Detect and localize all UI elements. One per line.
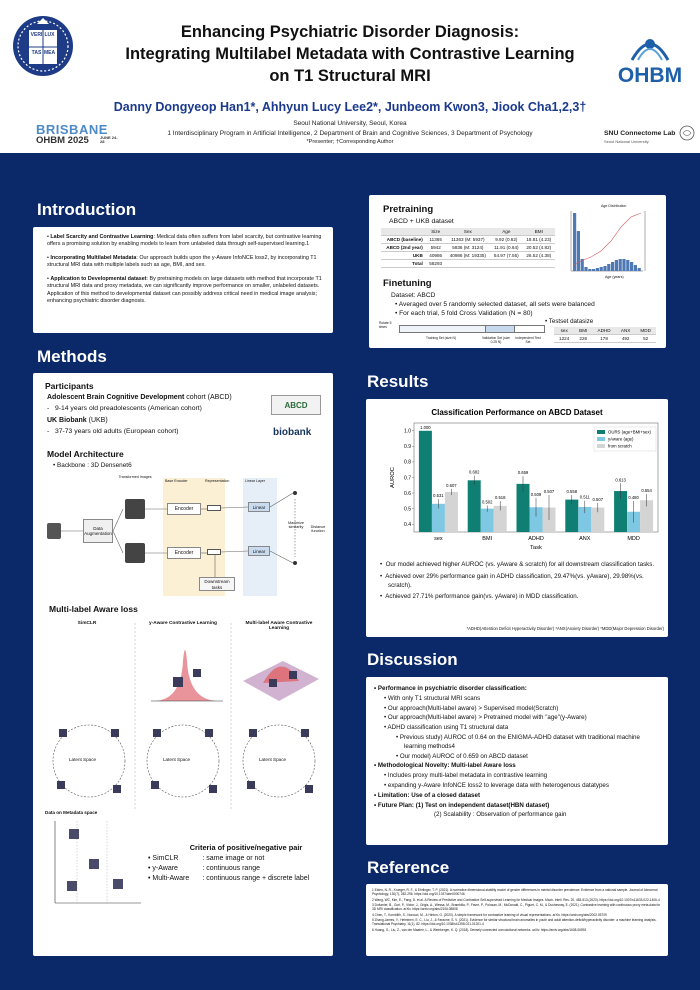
pt-cell: 11.91 (0.64) xyxy=(490,244,522,252)
pretraining-panel xyxy=(369,195,666,348)
intro-head-2: Incorporating Multilabel Metadata xyxy=(50,254,137,261)
architecture-diagram xyxy=(45,473,325,603)
finetuning-bullet-1: • Averaged over 5 randomly selected dataset, all sets were balanced xyxy=(395,301,595,308)
pt-cell: 40986 (M: 19335) xyxy=(446,252,491,260)
finetuning-dataset: Dataset: ABCD xyxy=(391,292,436,299)
discussion-item xyxy=(374,792,662,801)
snu-logo xyxy=(12,10,74,90)
transformed-label: Transformed Images xyxy=(118,475,152,479)
pt-cell: 11365 xyxy=(426,236,446,244)
representation-label: Representation xyxy=(205,479,230,483)
bar xyxy=(481,509,494,532)
loss-diagram xyxy=(43,621,327,811)
ts-header: BMI xyxy=(574,327,592,335)
discussion-item-text: • Future Plan: (1) Test on independent dataset(HBN dataset) xyxy=(374,801,550,809)
loss-panels xyxy=(43,621,327,811)
results-item-3: • Achieved 27.71% performance gain(vs. yAware) in MDD classification. xyxy=(380,593,579,601)
discussion-item xyxy=(374,724,662,733)
split-val-label: Validation Set (size 0.25 N) xyxy=(482,336,510,344)
discussion-item xyxy=(374,695,662,704)
data-label: 0.507 xyxy=(592,496,604,502)
finetuning-title: Finetuning xyxy=(383,278,432,289)
split-bar xyxy=(399,325,545,333)
pt-cell: 26.52 (4.38) xyxy=(523,252,555,260)
reference-item: 3 Dufumier, B., Gori, P., Victor, J., Grigis, A., Wessa, M., Brambilla, P., Favre, P., Polosan, M., McDonald, C., Piguet, C. M., & Duchesnay, E. (2021). Contrastive learning with continuous proxy meta-data for 3D MRI classification. arXiv. https://arxiv.org/abs/2106.08808 xyxy=(372,902,661,912)
results-title: Results xyxy=(367,372,429,391)
hist-bar xyxy=(622,259,625,271)
pt-cell: 5836 (M: 3124) xyxy=(446,244,491,252)
title-line-1: Enhancing Psychiatric Disorder Diagnosis: xyxy=(180,23,520,41)
split-train-label: Training Set (size N) xyxy=(426,336,456,340)
ukb-detail: - 37-73 years old adults (European cohort) xyxy=(47,428,179,435)
hist-bar xyxy=(630,262,633,271)
poster-header xyxy=(0,0,700,153)
legend-label: yAware (age) xyxy=(608,436,634,442)
legend-label: from scratch xyxy=(608,443,632,449)
hist-bar xyxy=(584,267,587,271)
results-footnote: *ADHD(Attention Deficit Hyperactivity Disorder) *ANX(Anxiety Disorder) *MDD(Major Depression Disorder) xyxy=(466,626,664,631)
linear-box-1: Linear xyxy=(248,502,270,512)
discussion-item xyxy=(374,714,662,723)
hist-bar xyxy=(603,266,606,271)
bar xyxy=(445,492,458,532)
arch-title: Model Architecture xyxy=(47,449,124,459)
testset-table xyxy=(554,327,656,343)
testset-label: • Testset datasize xyxy=(545,318,594,325)
intro-head-1: Label Scarcity and Contrastive Learning xyxy=(50,234,154,240)
affiliations: 1 Interdisciplinary Program in Artificial Intelligence, 2 Department of Brain and Cognitive Sciences, 3 Department of Psychology xyxy=(167,130,533,137)
pt-cell: ABCD (2nd year) xyxy=(381,244,426,252)
data-label: 0.511 xyxy=(579,494,590,500)
discussion-item-text: • Includes proxy multi-label metadata in contrastive learning xyxy=(384,772,548,780)
split-train-seg xyxy=(400,326,486,332)
z2-node xyxy=(293,561,297,565)
criteria-3-name: Multi-Aware xyxy=(152,874,190,882)
brain-icon xyxy=(678,124,696,142)
data-label: 0.554 xyxy=(641,488,652,494)
ukb-name: UK Biobank xyxy=(47,417,87,424)
hist-bar xyxy=(596,268,599,271)
discussion-item-text: • Our approach(Multi-label aware) > Pretrained model with "age"(y-Aware) xyxy=(384,714,587,722)
base-encoder-label: Base Encoder xyxy=(165,479,188,483)
table-row xyxy=(381,244,555,252)
data-label: 0.502 xyxy=(481,499,493,505)
ts-cell: 226 xyxy=(574,335,592,343)
latent-label-2: Latent Space xyxy=(163,757,191,762)
pt-cell: Total xyxy=(381,260,426,268)
discussion-item-text: • Limitation: Use of a closed dataset xyxy=(374,791,481,799)
intro-head-3: Application to Developmental dataset xyxy=(50,275,147,282)
latent-label-3: Latent Space xyxy=(259,757,287,762)
ohbm-text: OHBM xyxy=(617,64,683,87)
legend-swatch xyxy=(597,444,605,448)
results-item-1: • Our model achieved higher AUROC (vs. yAware & scratch) for all downstream classification tasks. xyxy=(380,561,655,568)
data-label: 0.509 xyxy=(530,491,542,497)
methods-panel xyxy=(33,373,333,956)
biobank-logo: biobank xyxy=(273,427,312,438)
legend-label: OURS (age+BMI+sex) xyxy=(608,429,651,435)
hist-bar xyxy=(577,231,580,271)
methods-title: Methods xyxy=(37,347,107,366)
hist-bar xyxy=(619,259,622,271)
criteria-3: • Multi-Aware : continuous range + discrete label xyxy=(148,874,310,882)
discussion-item xyxy=(374,782,662,791)
backbone: • Backbone : 3D Densenet6 xyxy=(53,462,132,469)
legend-swatch xyxy=(597,437,605,441)
pt-cell: ABCD (baseline) xyxy=(381,236,426,244)
hist-bar xyxy=(592,269,595,271)
data-label: 0.480 xyxy=(628,494,639,500)
discussion-item xyxy=(374,734,662,752)
testset-label-text: Testset datasize xyxy=(548,318,594,325)
reference-item: 6 Huang, G., Liu, Z., van der Maaten, L., & Weinberger, K. Q. (2018). Densely connected convolutional networks. arXiv. https://arxiv.org/abs/1608.06993 xyxy=(372,927,587,932)
downstream-box: Downstream tasks xyxy=(199,577,235,591)
data-label: 0.607 xyxy=(446,482,457,488)
x-tick-label: ANX xyxy=(579,536,591,542)
x-tick-label: BMI xyxy=(482,536,493,542)
reference-title: Reference xyxy=(367,858,450,877)
y-tick-label: 0.4 xyxy=(404,522,411,529)
ohbm-logo xyxy=(610,30,690,90)
brisbane-dates: JUNE 24-28 xyxy=(100,135,118,145)
panel-mlaware-title: Multi-label Aware Contrastive Learning xyxy=(245,621,313,631)
discussion-item xyxy=(374,811,662,820)
pretraining-dataset: ABCD + UKB dataset xyxy=(389,218,454,225)
legend-swatch xyxy=(597,430,605,434)
results-panel xyxy=(366,399,668,637)
intro-item-3: • Application to Developmental dataset: By pretraining models on large datasets with method that incorporate T1 structural MRI data and proxy metadata, we can significantly improve performance on smaller, unlabeled datasets. Application of this method to developmental dataset can possibly address critical need in medical image analysis; enhancing psychiatric disorder diagnosis. xyxy=(47,275,322,305)
discussion-item-text: • Methodological Novelty: Multi-label Aware loss xyxy=(374,762,516,770)
abcd-line xyxy=(47,394,232,401)
intro-item-2: • Incorporating Multilabel Metadata: Our approach builds upon the y-Aware InfoNCE loss2, by incorporating T1 structural MRI data with multiple labels such as age, BMI, and sex. xyxy=(47,254,317,269)
split-test-label: Independent Test Set xyxy=(515,336,541,344)
reference-list xyxy=(372,888,662,932)
pt-cell: 20.52 (4.82) xyxy=(523,244,555,252)
discussion-item xyxy=(374,772,662,781)
pt-cell: 40986 xyxy=(426,252,446,260)
hist-bar xyxy=(573,213,576,271)
bar xyxy=(419,431,432,532)
pt-cell xyxy=(490,260,522,268)
discussion-item-text: • Performance in psychiatric disorder classification: xyxy=(374,685,527,692)
pt-cell: 18.81 (4.23) xyxy=(523,236,555,244)
discussion-list xyxy=(374,685,662,820)
pt-cell: UKB xyxy=(381,252,426,260)
y-tick-label: 0.8 xyxy=(404,459,411,466)
data-label: 0.682 xyxy=(468,469,480,475)
intro-text-3: : By pretraining models on large datasets with method that incorporate T1 structural MRI data and proxy metadata, we can significantly improve performance on smaller, unlabeled datasets. Application of this method to developmental dataset can possibly address critical need in medical image analysis; enhancing psychiatric disorder diagnosis. xyxy=(47,275,322,305)
intro-text-2: : Our approach builds upon the y-Aware InfoNCE loss2, by incorporating T1 structural MRI data with multiple labels such as age, BMI, and sex. xyxy=(47,254,317,269)
backbone-text: Backbone : 3D Densenet6 xyxy=(57,462,132,469)
pt-header-4: BMI xyxy=(523,228,555,236)
criteria-1-desc: : same image or not xyxy=(202,855,265,862)
discussion-item-text: • expanding y-Aware InfoNCE loss2 to leverage data with heterogenous datatypes xyxy=(384,781,609,789)
criteria-1: • SimCLR : same image or not xyxy=(148,855,265,862)
discussion-item-text: • Previous study) AUROC of 0.64 on the ENIGMA-ADHD dataset with traditional machine learning methods4 xyxy=(396,733,640,750)
panel-yaware-title: y-Aware Contrastive Learning xyxy=(149,621,217,626)
ts-header: sex xyxy=(554,327,574,335)
pt-header-2: Sex xyxy=(446,228,491,236)
pt-cell: 11363 (M: 5937) xyxy=(446,236,491,244)
reference-item: 1 Eiden, N. R., Krueger, R. F., & Ehrlinger, T. P. (2021). A normative dimensional-stability model of gender differences in mental disorder prevalence: Evidence from a national sample. Journal of Abnormal Psychology, 130(7), 282-296. https://doi.org/10.1037/abn0000746 xyxy=(372,888,658,897)
hist-bar xyxy=(615,260,618,271)
introduction-title: Introduction xyxy=(37,200,137,219)
hist-bar xyxy=(611,262,614,271)
ts-cell: 52 xyxy=(635,335,656,343)
abcd-suffix: cohort (ABCD) xyxy=(184,394,232,401)
split-rotate: Rotate 5 times xyxy=(379,321,392,329)
linear-box-2: Linear xyxy=(248,546,270,556)
discussion-item xyxy=(374,705,662,714)
intro-item-1: • Label Scarcity and Contrastive Learning: Medical data often suffers from label scarcity, but contrastive learning offers a promising solution by enabling models to learn from unlabeled data through self-supervised learning.1 xyxy=(47,234,322,248)
data-label: 0.507 xyxy=(543,489,555,495)
discussion-item-text: • Our approach(Multi-label aware) > Supervised model(Scratch) xyxy=(384,704,559,712)
pt-cell xyxy=(523,260,555,268)
discussion-item-text: • ADHD classification using T1 structural data xyxy=(384,724,509,732)
arch-arrows xyxy=(45,473,325,603)
criteria-title: Criteria of positive/negative pair xyxy=(189,843,303,852)
data-label: 0.558 xyxy=(566,488,578,494)
pt-header-1: Size xyxy=(426,228,446,236)
results-item-2: • Achieved over 29% performance gain in ADHD classification, 29.47%(vs. yAware), 29.98%(vs. scratch). xyxy=(380,572,644,589)
mlaware-title: Multi-label Aware loss xyxy=(49,604,138,614)
table-row xyxy=(381,260,555,268)
ts-cell: 492 xyxy=(616,335,635,343)
authors: Danny Dongyeop Han1*, Ahhyun Lucy Lee2*, Junbeom Kwon3, Jiook Cha1,2,3† xyxy=(113,100,587,114)
finetuning-bullet-2: • For each trial, 5 fold Cross Validation (N = 80) xyxy=(395,310,533,317)
y-tick-label: 0.6 xyxy=(404,490,411,497)
results-item-2-text: Achieved over 29% performance gain in ADHD classification, 29.47%(vs. yAware), 29.98%(vs. scratch). xyxy=(385,572,644,589)
presenter-note: *Presenter; †Corresponding Author xyxy=(306,139,394,145)
latent-label-1: Latent Space xyxy=(69,757,97,762)
criteria-list xyxy=(148,854,309,883)
discussion-title: Discussion xyxy=(367,650,458,669)
cumulative-line xyxy=(573,213,641,265)
y-tick-label: 1.0 xyxy=(404,428,411,435)
logo-word-4: MEA xyxy=(43,50,56,56)
abcd-detail-text: 9-14 years old preadolescents (American cohort) xyxy=(54,405,202,412)
data-label: 0.613 xyxy=(615,477,626,483)
y-tick-label: 0.9 xyxy=(404,444,411,451)
y-tick-label: 0.5 xyxy=(404,506,411,513)
abcd-name: Adolescent Brain Cognitive Development xyxy=(47,394,185,401)
linear-layer-label: Linear Layer xyxy=(245,479,265,483)
results-item-1-text: Our model achieved higher AUROC (vs. yAware & scratch) for all downstream classification tasks. xyxy=(385,561,655,568)
abcd-logo: ABCD xyxy=(271,395,321,415)
ts-cell: 178 xyxy=(592,335,616,343)
criteria-2-name: y-Aware xyxy=(152,864,178,872)
ts-header: ADHD xyxy=(592,327,616,335)
split-test-seg xyxy=(515,326,544,332)
pt-cell xyxy=(446,260,491,268)
introduction-panel xyxy=(33,227,333,333)
data-meta-title: Data on Metadata space xyxy=(45,810,98,815)
x-tick-label: sex xyxy=(434,536,443,542)
lab-name: SNU Connectome Lab xyxy=(604,130,676,137)
logo-word-3: TAS xyxy=(31,50,42,56)
auroc-bar-chart xyxy=(366,399,668,557)
x-axis-label: Task xyxy=(530,545,542,551)
brisbane-logo xyxy=(36,122,126,150)
age-histogram xyxy=(561,205,661,283)
title-line-2: Integrating Multilabel Metadata with Contrastive Learning xyxy=(125,45,575,63)
pretraining-table xyxy=(381,228,555,268)
y-tick-label: 0.7 xyxy=(404,475,411,482)
reference-item: 2 Wang, WC, Kim, E., Fang, D. et al. A Review of Predictive and Contrastive Self-supervised Learning for Medical Images. Mach. Intell. Res. 20, 483-513 (2023). https://doi.org/10.1007/s11633-022-1406-4 xyxy=(372,897,660,902)
data-label: 1.000 xyxy=(420,424,431,430)
discussion-item xyxy=(374,685,662,694)
brisbane-text: BRISBANE xyxy=(36,122,108,137)
ts-cell: 1224 xyxy=(554,335,574,343)
ts-header: MDD xyxy=(635,327,656,335)
hist-bar xyxy=(626,260,629,271)
z1-node xyxy=(293,491,297,495)
logo-word-1: VERI xyxy=(30,32,43,38)
hist-bar xyxy=(638,268,641,271)
ukb-suffix: (UKB) xyxy=(86,417,108,424)
discussion-item-text: (2) Scalability : Observation of performance gain xyxy=(434,811,567,819)
chart-title: Classification Performance on ABCD Dataset xyxy=(431,408,603,417)
pt-header-0 xyxy=(381,228,426,236)
data-label: 0.659 xyxy=(517,470,529,476)
table-row xyxy=(381,236,555,244)
maximize-label: Maximize similarity xyxy=(287,521,305,529)
ukb-line xyxy=(47,417,108,424)
pt-cell: 58293 xyxy=(426,260,446,268)
ohbm-2025-text: OHBM 2025 xyxy=(36,135,89,146)
criteria-2: • y-Aware : continuous range xyxy=(148,864,261,872)
panel-simclr-title: SimCLR xyxy=(77,621,97,626)
pt-cell: 9.92 (0.62) xyxy=(490,236,522,244)
discussion-panel xyxy=(366,677,668,845)
university: Seoul National University, Seoul, Korea xyxy=(293,120,407,127)
encoder-box-2: Encoder xyxy=(167,547,201,559)
connectome-lab-logo xyxy=(604,128,696,150)
criteria-2-desc: : continuous range xyxy=(202,864,261,872)
intro-text-1: : Medical data often suffers from label scarcity, but contrastive learning offers a promising solution by enabling models to learn from unlabeled data through self-supervised learning.1 xyxy=(47,234,322,248)
abcd-detail: - 9-14 years old preadolescents (American cohort) xyxy=(47,405,202,412)
metadata-space-plot xyxy=(47,819,143,911)
bar xyxy=(565,500,578,532)
reference-panel xyxy=(366,884,668,956)
results-item-3-text: Achieved 27.71% performance gain(vs. yAware) in MDD classification. xyxy=(385,593,579,601)
x-tick-label: ADHD xyxy=(528,536,544,542)
y-axis-label: AUROC xyxy=(390,467,396,488)
hist-bar xyxy=(600,267,603,271)
hist-bar xyxy=(588,269,591,271)
split-val-seg xyxy=(486,326,515,332)
discussion-item xyxy=(374,753,662,762)
results-list xyxy=(380,561,662,602)
finetuning-bullet-1-text: Averaged over 5 randomly selected dataset, all sets were balanced xyxy=(398,301,595,308)
discussion-item xyxy=(374,762,662,771)
discussion-item-text: • With only T1 structural MRI scans xyxy=(384,694,481,702)
title-line-3: on T1 Structural MRI xyxy=(269,67,431,85)
ukb-detail-text: 37-73 years old adults (European cohort) xyxy=(54,428,179,435)
participants-title: Participants xyxy=(45,381,94,391)
logo-word-2: LUX xyxy=(44,32,55,38)
x-tick-label: MDD xyxy=(627,536,640,542)
pt-cell: 5942 xyxy=(426,244,446,252)
table-row xyxy=(381,252,555,260)
discussion-item xyxy=(374,802,662,811)
table-row xyxy=(554,335,656,343)
hist-bar xyxy=(607,264,610,271)
aug-box: Data Augmentation xyxy=(83,519,113,543)
data-label: 0.518 xyxy=(494,495,506,501)
bar xyxy=(468,480,481,532)
ts-header: ANX xyxy=(616,327,635,335)
discussion-item-text: • Our model) AUROC of 0.659 on ABCD dataset xyxy=(396,752,528,760)
hist-bar xyxy=(634,265,637,271)
pt-header-3: Age xyxy=(490,228,522,236)
distance-label: Distance function xyxy=(310,525,326,533)
criteria-3-desc: : continuous range + discrete label xyxy=(202,874,310,882)
data-label: 0.531 xyxy=(433,493,444,499)
introduction-list xyxy=(41,234,325,306)
pretraining-title: Pretraining xyxy=(383,204,434,215)
pt-cell: 54.97 (7.55) xyxy=(490,252,522,260)
finetuning-bullet-2-text: For each trial, 5 fold Cross Validation (N = 80) xyxy=(399,310,533,317)
lab-sub: Seoul National University xyxy=(604,139,649,144)
age-hist-xlabel: Age (years) xyxy=(605,275,624,279)
reference-item: 5 Zhang-James, Y., Helminen, E. C., Liu, J., & Faraone, S. V. (2021). Evidence for similar structural brain anomalies in youth and adult attention-deficit/hyperactivity disorder: a machine learning analysis. Translational Psychiatry, 11(1), 82. https://doi.org/10.1038/s41398-021-01201-4 xyxy=(372,917,657,927)
age-hist-title: Age Distribution xyxy=(601,204,627,208)
criteria-1-name: SimCLR xyxy=(152,855,179,862)
encoder-box-1: Encoder xyxy=(167,503,201,515)
reference-item: 4 Chen, T., Kornblith, S., Norouzi, M., & Hinton, G. (2020). A simple framework for contrastive learning of visual representations. arXiv. https://arxiv.org/abs/2002.05709 xyxy=(372,912,607,917)
